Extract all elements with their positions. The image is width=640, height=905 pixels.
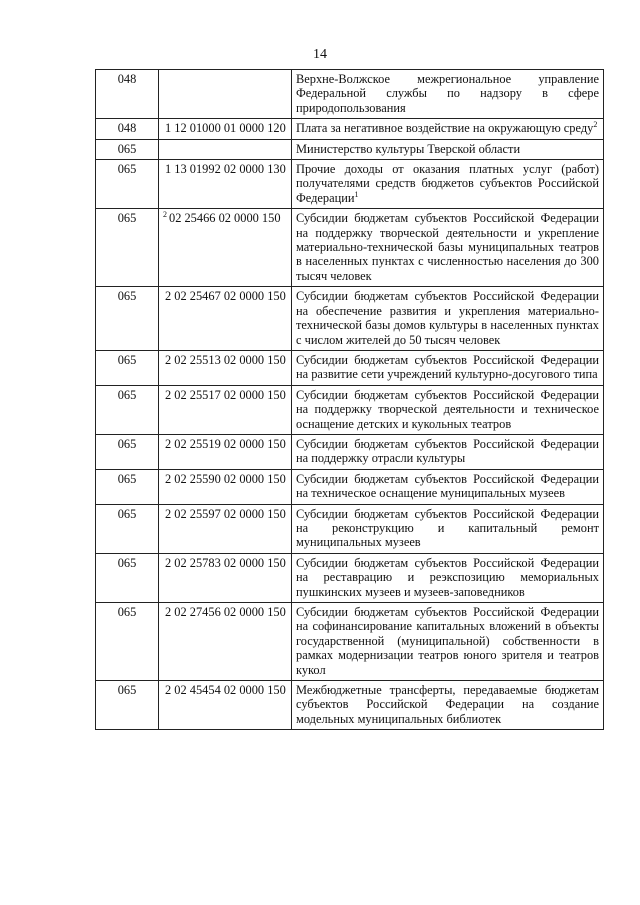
revenue-name-cell: [292, 209, 604, 287]
revenue-code-text: 2 02 27456 02 0000 150: [165, 605, 286, 619]
revenue-name-text: Субсидии бюджетам субъектов Российской Федерации на поддержку творческой деятельности и техническое оснащение детских и кукольных театров: [296, 387, 599, 431]
revenue-name-cell: [292, 553, 604, 602]
name-footnote-mark: 2: [593, 120, 598, 130]
table-row: [96, 160, 604, 209]
revenue-code-text: 2 02 25783 02 0000 150: [165, 555, 286, 570]
revenue-name-text: Субсидии бюджетам субъектов Российской Федерации на обеспечение развития и укрепления материально-технической базы домов культуры в населенных пунктах с числом жителей до 50 тысяч человек: [296, 289, 599, 347]
revenue-name-text: Субсидии бюджетам субъектов Российской Федерации на поддержку отрасли культуры: [296, 436, 599, 466]
table-row: [96, 385, 604, 434]
revenue-code-cell: [159, 139, 292, 159]
revenue-name-cell: [292, 139, 604, 159]
revenue-name-text: Плата за негативное воздействие на окружающую среду: [296, 121, 594, 136]
admin-code-cell: 065: [96, 385, 159, 434]
revenue-code-text: 2 02 25513 02 0000 150: [165, 352, 286, 367]
admin-code-cell: 065: [96, 350, 159, 385]
revenue-code-cell: [159, 469, 292, 504]
revenue-code-cell: [159, 385, 292, 434]
admin-code-cell: 065: [96, 681, 159, 730]
table-row: [96, 603, 604, 681]
revenue-name-cell: [292, 681, 604, 730]
revenue-name-text: Субсидии бюджетам субъектов Российской Федерации на реконструкцию и капитальный ремонт муниципальных музеев: [296, 506, 599, 550]
revenue-name-cell: [292, 70, 604, 119]
revenue-name-text: Министерство культуры Тверской области: [296, 141, 521, 156]
name-footnote-mark: 1: [354, 189, 359, 199]
revenue-code-cell: [159, 350, 292, 385]
admin-code-cell: 048: [96, 119, 159, 139]
admin-code-cell: 065: [96, 139, 159, 159]
revenue-code-cell: [159, 287, 292, 351]
revenue-name-cell: [292, 504, 604, 553]
revenue-code-text: 2 02 25519 02 0000 150: [165, 436, 286, 451]
revenue-name-cell: [292, 434, 604, 469]
admin-code-cell: 065: [96, 287, 159, 351]
revenue-code-cell: [159, 553, 292, 602]
revenue-code-cell: [159, 119, 292, 139]
revenue-name-text: Межбюджетные трансферты, передаваемые бюджетам субъектов Российской Федерации на создание модельных муниципальных библиотек: [296, 683, 599, 726]
revenue-name-cell: [292, 469, 604, 504]
admin-code-cell: 065: [96, 209, 159, 287]
code-footnote-mark: 2: [163, 210, 167, 220]
revenue-codes-table: [95, 69, 604, 730]
revenue-code-cell: [159, 504, 292, 553]
admin-code-cell: 065: [96, 434, 159, 469]
revenue-name-cell: [292, 385, 604, 434]
revenue-code-cell: [159, 434, 292, 469]
revenue-code-text: 1 13 01992 02 0000 130: [165, 162, 286, 177]
revenue-name-cell: [292, 287, 604, 351]
revenue-code-text: 2 02 25590 02 0000 150: [165, 471, 286, 486]
admin-code-cell: 065: [96, 553, 159, 602]
table-row: [96, 469, 604, 504]
table-row: [96, 119, 604, 139]
table-row: [96, 70, 604, 119]
revenue-name-cell: [292, 160, 604, 209]
table-row: [96, 553, 604, 602]
revenue-name-text: Субсидии бюджетам субъектов Российской Федерации на техническое оснащение муниципальных музеев: [296, 471, 599, 501]
admin-code-cell: 065: [96, 504, 159, 553]
page-number: 14: [313, 47, 327, 62]
revenue-code-text: 1 12 01000 01 0000 120: [165, 121, 286, 136]
revenue-code-text: 2 02 45454 02 0000 150: [165, 683, 286, 698]
revenue-name-cell: [292, 119, 604, 139]
revenue-name-text: Прочие доходы от оказания платных услуг (работ) получателями средств бюджетов субъектов Российской Федерации: [296, 162, 599, 205]
revenue-name-text: Верхне-Волжское межрегиональное управление Федеральной службы по надзору в сфере природопользования: [296, 72, 599, 115]
revenue-code-cell: [159, 603, 292, 681]
revenue-code-text: 02 25466 02 0000 150: [169, 211, 281, 226]
table-body: [96, 70, 604, 730]
revenue-code-cell: [159, 160, 292, 209]
admin-code-cell: 065: [96, 603, 159, 681]
table-row: [96, 681, 604, 730]
revenue-name-text: Субсидии бюджетам субъектов Российской Федерации на развитие сети учреждений культурно-досугового типа: [296, 352, 599, 382]
revenue-name-cell: [292, 603, 604, 681]
revenue-code-text: 2 02 25517 02 0000 150: [165, 387, 286, 402]
table-row: [96, 209, 604, 287]
table-row: [96, 350, 604, 385]
table-row: [96, 287, 604, 351]
table-row: [96, 139, 604, 159]
revenue-name-text: Субсидии бюджетам субъектов Российской Федерации на софинансирование капитальных вложений в объекты государственной (муниципальной) собственности в рамках модернизации театров юного зрителя и театров кукол: [296, 605, 599, 677]
admin-code-cell: 065: [96, 469, 159, 504]
admin-code-cell: 065: [96, 160, 159, 209]
revenue-name-cell: [292, 350, 604, 385]
table-row: [96, 434, 604, 469]
revenue-code-cell: [159, 70, 292, 119]
revenue-code-text: 2 02 25597 02 0000 150: [165, 506, 286, 521]
revenue-code-text: 2 02 25467 02 0000 150: [165, 289, 286, 304]
revenue-code-cell: [159, 681, 292, 730]
table-row: [96, 504, 604, 553]
revenue-code-cell: [159, 209, 292, 287]
revenue-name-text: Субсидии бюджетам субъектов Российской Федерации на поддержку творческой деятельности и укрепление материально-технической базы муниципальных театров в населенных пунктах с численностью населения до 300 тысяч человек: [296, 211, 599, 283]
admin-code-cell: 048: [96, 70, 159, 119]
revenue-name-text: Субсидии бюджетам субъектов Российской Федерации на реставрацию и реэкспозицию мемориальных пушкинских музеев и музеев-заповедников: [296, 555, 599, 599]
